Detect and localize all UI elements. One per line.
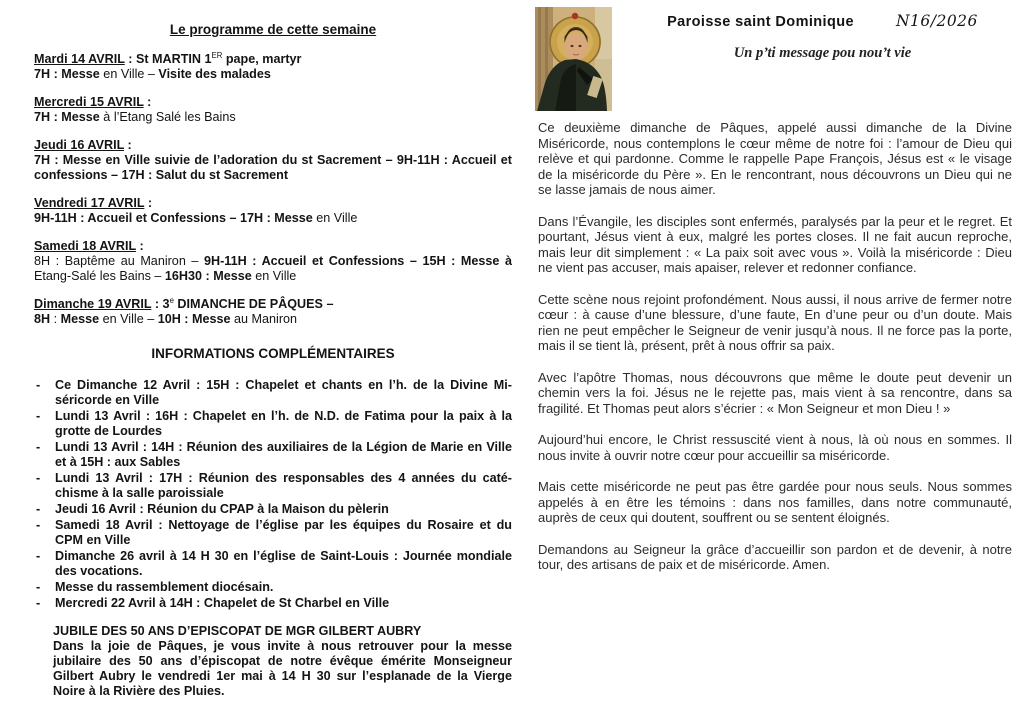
text-segment: 9H-11H : Accueil et Confessions – 15H : Messe à [203, 254, 512, 268]
text-segment: 7H : Messe [34, 67, 100, 81]
bullet-dash: - [36, 596, 41, 610]
info-item-text: Mercredi 22 Avril à 14H : Chapelet de St Charbel en Ville [55, 596, 390, 610]
program-day-wednesday [34, 95, 512, 125]
day-heading [34, 52, 512, 67]
text-segment: ER [211, 50, 223, 60]
info-item-text: Ce Dimanche 12 Avril : 15H : Chapelet et chants en l’h. de la Divine Miséricorde en Ville [55, 378, 512, 407]
header-title-row [633, 12, 1012, 30]
message-body [538, 120, 1012, 573]
text-segment: en Ville – [99, 312, 158, 326]
header-titles [633, 0, 1012, 62]
text-segment: Jeudi 16 AVRIL [34, 138, 125, 152]
text-segment: 9H-11H : Accueil et Confessions – 17H : Messe [34, 211, 313, 225]
tagline: Un p’ti message pou nou’t vie [733, 45, 912, 61]
info-item [34, 518, 512, 548]
info-item [34, 580, 512, 595]
day-heading [34, 196, 512, 211]
text-segment: Samedi 18 AVRIL [34, 239, 136, 253]
text-segment: Etang-Salé les Bains – [34, 269, 165, 283]
text-segment: Visite des malades [158, 67, 271, 81]
message-paragraph: Dans l’Évangile, les disciples sont enfermés, paralysés par la peur et le regret. Et pourtant, Jésus vient à eux, malgré les portes closes. Il ne fait aucun reproche, mais leur dit simplement : « La paix soit avec vous ». Voilà la miséricorde : Dieu ne vient pas accuser, mais apaiser, relever et redonner confiance. [538, 213, 1012, 275]
message-paragraph: Mais cette miséricorde ne peut pas être gardée pour nous seuls. Nous sommes appelés à en être les témoins : dans nos familles, dans notre communauté, auprès de ceux qui doutent, souffrent ou se sentent éloignés. [538, 479, 1012, 525]
parish-name: Paroisse saint Dominique [667, 14, 854, 30]
text-segment: DIMANCHE DE PÂQUES – [173, 297, 334, 311]
text-segment: : [144, 196, 153, 210]
bullet-dash: - [36, 518, 41, 532]
text-segment: 7H : Messe [34, 110, 100, 124]
bullet-dash: - [36, 471, 41, 485]
day-body [34, 110, 512, 125]
newsletter-header [538, 0, 1012, 117]
text-segment: Mardi 14 AVRIL [34, 52, 125, 66]
text-segment: 10H : Messe [157, 312, 231, 326]
bullet-dash: - [36, 378, 41, 392]
day-heading [34, 95, 512, 110]
text-segment: en Ville [312, 211, 358, 225]
text-segment: 8H : Baptême au Maniron – [34, 254, 204, 268]
issue-number: N16/2026 [895, 12, 978, 30]
info-item [34, 378, 512, 408]
day-heading [34, 297, 512, 312]
program-day-saturday [34, 239, 512, 284]
text-segment: : St MARTIN 1 [124, 52, 212, 66]
day-body [34, 153, 512, 183]
program-day-tuesday [34, 52, 512, 82]
jubilee-section [53, 624, 512, 699]
day-heading [34, 239, 512, 254]
day-body [34, 312, 512, 327]
text-segment: pape, martyr [222, 52, 302, 66]
day-heading [34, 138, 512, 153]
bullet-dash: - [36, 409, 41, 423]
text-segment: : 3 [151, 297, 170, 311]
program-day-sunday [34, 297, 512, 327]
bullet-dash: - [36, 549, 41, 563]
right-column [538, 0, 1012, 589]
info-item-text: Jeudi 16 Avril : Réunion du CPAP à la Maison du pèlerin [55, 502, 389, 516]
message-paragraph: Ce deuxième dimanche de Pâques, appelé aussi dimanche de la Divine Miséricorde, nous contemplons le cœur même de notre foi : l’amour de Dieu qui relève et qui pardonne. Comme le rappelle Pape François, Jésus est « le visage de la miséricorde du Père ». En le rencontrant, nous découvrons un Dieu qui ne se lasse jamais de nous aimer. [538, 120, 1012, 197]
text-segment: 16H30 : Messe [164, 269, 252, 283]
day-body [34, 67, 512, 82]
info-item-text: Lundi 13 Avril : 16H : Chapelet en l’h. de N.D. de Fatima pour la paix à la grotte de Lourdes [55, 409, 512, 438]
program-title: Le programme de cette semaine [169, 22, 377, 37]
bullet-dash: - [36, 440, 41, 454]
left-column [34, 22, 512, 699]
info-item [34, 549, 512, 579]
message-paragraph: Aujourd’hui encore, le Christ ressuscité vient à nous, là où nous en sommes. Il nous invite à ouvrir notre cœur pour accueillir sa miséricorde. [538, 432, 1012, 463]
text-segment: 8H [34, 312, 51, 326]
bullet-dash: - [36, 580, 41, 594]
info-item-text: Dimanche 26 avril à 14 H 30 en l’église de Saint-Louis : Journée mondiale des vocations. [55, 549, 512, 578]
info-item [34, 502, 512, 517]
saint-dominic-image [535, 7, 612, 111]
text-segment: à l’Etang Salé les Bains [99, 110, 236, 124]
program-day-friday [34, 196, 512, 226]
bullet-dash: - [36, 502, 41, 516]
info-item-text: Lundi 13 Avril : 14H : Réunion des auxiliaires de la Légion de Marie en Ville et à 15H : aux Sables [55, 440, 512, 469]
text-segment: en Ville [251, 269, 297, 283]
text-segment: Messe [60, 312, 100, 326]
program-day-thursday [34, 138, 512, 183]
text-segment: Dimanche 19 AVRIL [34, 297, 152, 311]
day-body [34, 254, 512, 284]
text-segment: en Ville – [99, 67, 159, 81]
day-body [34, 211, 512, 226]
message-paragraph: Cette scène nous rejoint profondément. Nous aussi, il nous arrive de fermer notre cœur : à cause d’une blessure, d’une faute, En d’une peur ou d’un doute. Mais rien ne peut empêcher le Seigneur de venir jusqu’à nous. Il ne force pas la porte, mais il se tient là, présent, prêt à nous offrir sa paix. [538, 291, 1012, 353]
info-item [34, 471, 512, 501]
info-item [34, 409, 512, 439]
jubilee-body: Dans la joie de Pâques, je vous invite à nous retrouver pour la messe jubilaire des 50 ans d’épiscopat de notre évêque émérite Monseigneur Gilbert Aubry le vendredi 1er mai à 14 H 30 sur l’esplanade de la Vierge Noire à la Rivière des Pluies. [53, 639, 512, 698]
text-segment: Vendredi 17 AVRIL [34, 196, 145, 210]
info-item-text: Lundi 13 Avril : 17H : Réunion des responsables des 4 années du catéchisme à la salle paroissiale [55, 471, 512, 500]
info-item [34, 596, 512, 611]
text-segment: : [135, 239, 144, 253]
info-item-text: Samedi 18 Avril : Nettoyage de l’église par les équipes du Rosaire et du CPM en Ville [55, 518, 512, 547]
additional-info-title: INFORMATIONS COMPLÉMENTAIRES [151, 346, 395, 361]
additional-info-list [34, 378, 512, 611]
text-segment: : [50, 312, 61, 326]
text-segment: 7H : Messe en Ville suivie de l’adoration du st Sacrement – 9H-11H : Accueil et confessions – 17H : Salut du st Sacrement [34, 153, 512, 182]
message-paragraph: Demandons au Seigneur la grâce d’accueillir son pardon et de devenir, à notre tour, des artisans de paix et de miséricorde. Amen. [538, 541, 1012, 572]
info-item [34, 440, 512, 470]
text-segment: Mercredi 15 AVRIL [34, 95, 144, 109]
jubilee-heading: JUBILE DES 50 ANS D’EPISCOPAT DE MGR GILBERT AUBRY [53, 624, 422, 638]
text-segment: au Maniron [230, 312, 298, 326]
text-segment: : [143, 95, 152, 109]
message-paragraph: Avec l’apôtre Thomas, nous découvrons que même le doute peut devenir un chemin vers la foi. Jésus ne le rejette pas, mais vient à sa rencontre, dans sa fragilité. Et Thomas peut alors s’écrier : « Mon Seigneur et mon Dieu ! » [538, 369, 1012, 416]
info-item-text: Messe du rassemblement diocésain. [55, 580, 274, 594]
text-segment: e [169, 295, 174, 305]
text-segment: : [124, 138, 132, 152]
